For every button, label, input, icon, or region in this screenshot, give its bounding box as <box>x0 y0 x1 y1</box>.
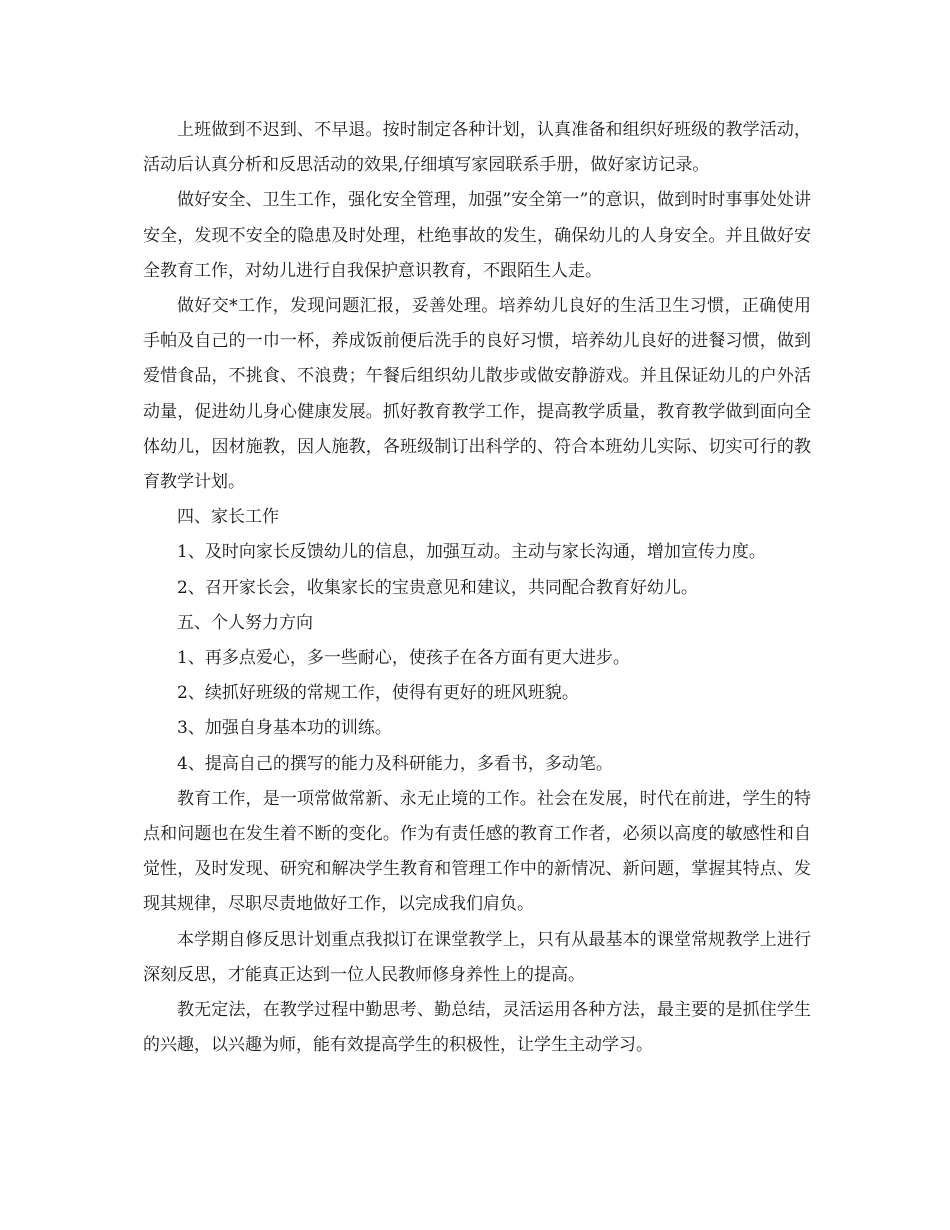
list-item-personal-4: 4、提高自己的撰写的能力及科研能力，多看书，多动笔。 <box>177 753 613 774</box>
paragraph-safety: 做好安全、卫生工作，强化安全管理，加强”安全第一”的意识，做到时时事事处处讲安全，发现不安全的隐患及时处理，杜绝事故的发生，确保幼儿的人身安全。并且做好安全教育工作，对幼儿进行自我保护意识教育，不跟陌生人走。 <box>143 190 811 281</box>
list-item-personal-2: 2、续抓好班级的常规工作，使得有更好的班风班貌。 <box>177 683 579 704</box>
paragraph-teaching-method: 教无定法，在教学过程中勤思考、勤总结，灵活运用各种方法，最主要的是抓住学生的兴趣，以兴趣为师，能有效提高学生的积极性，让学生主动学习。 <box>143 1000 811 1056</box>
list-item-personal-3: 3、加强自身基本功的训练。 <box>177 718 392 739</box>
paragraph-reflection-plan: 本学期自修反思计划重点我拟订在课堂教学上，只有从最基本的课堂常规教学上进行深刻反思，才能真正达到一位人民教师修身养性上的提高。 <box>143 929 811 985</box>
document-body <box>143 113 811 1063</box>
section-heading-parents: 四、家长工作 <box>177 507 279 528</box>
paragraph-attendance: 上班做到不迟到、不早退。按时制定各种计划，认真准备和组织好班级的教学活动，活动后认真分析和反思活动的效果,仔细填写家园联系手册，做好家访记录。 <box>143 120 811 176</box>
paragraph-hygiene-teaching: 做好交*工作，发现问题汇报，妥善处理。培养幼儿良好的生活卫生习惯，正确使用手帕及自己的一巾一杯，养成饭前便后洗手的良好习惯，培养幼儿良好的进餐习惯，做到爱惜食品，不挑食、不浪费；午餐后组织幼儿散步或做安静游戏。并且保证幼儿的户外活动量，促进幼儿身心健康发展。抓好教育教学工作，提高教学质量，教育教学做到面向全体幼儿，因材施教，因人施教，各班级制订出科学的、符合本班幼儿实际、切实可行的教育教学计划。 <box>143 296 811 493</box>
list-item-personal-1: 1、再多点爱心，多一些耐心，使孩子在各方面有更大进步。 <box>177 648 630 669</box>
paragraph-education-work: 教育工作，是一项常做常新、永无止境的工作。社会在发展，时代在前进，学生的特点和问题也在发生着不断的变化。作为有责任感的教育工作者，必须以高度的敏感性和自觉性，及时发现、研究和解决学生教育和管理工作中的新情况、新问题，掌握其特点、发现其规律，尽职尽责地做好工作，以完成我们肩负。 <box>143 788 811 915</box>
list-item-parents-2: 2、召开家长会，收集家长的宝贵意见和建议，共同配合教育好幼儿。 <box>177 577 698 598</box>
list-item-parents-1: 1、及时向家长反馈幼儿的信息，加强互动。主动与家长沟通，增加宣传力度。 <box>177 542 766 563</box>
section-heading-personal: 五、个人努力方向 <box>177 612 313 633</box>
